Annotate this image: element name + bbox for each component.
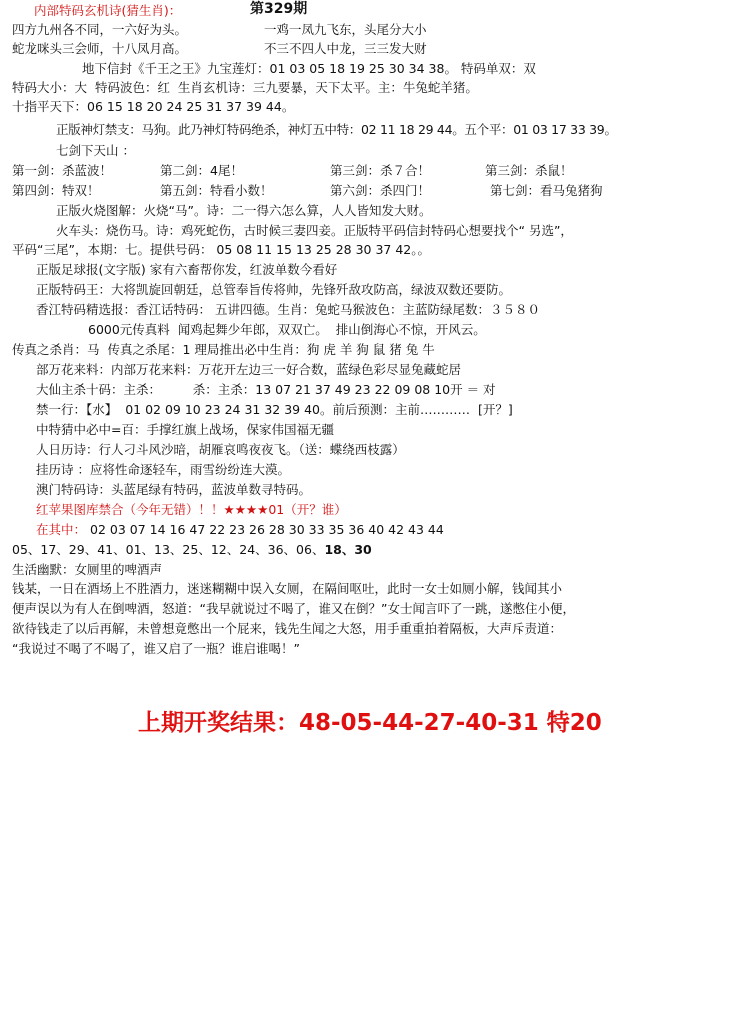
number-sequence-line bbox=[12, 541, 372, 558]
hongkong-pick-line: 香江特码精选报：香江话特码： 五讲四德。生肖：兔蛇马猴波色：主蓝防绿尾数：３５８０ bbox=[36, 302, 540, 317]
size-color-line: 特码大小：大 特码波色：红 生肖玄机诗：三九要暴，天下太平。主：牛兔蛇羊猪。 bbox=[12, 80, 478, 95]
sword-7: 第七剑：看马兔猪狗 bbox=[490, 183, 603, 198]
sword-3: 第三剑：杀７合！ bbox=[330, 163, 431, 178]
immortal-kill-line: 大仙主杀十码：主杀： 杀：主杀：13 07 21 37 49 23 22 09 08 10开 ＝ 对 bbox=[36, 382, 496, 397]
sword-5: 第五剑：特看小数！ bbox=[160, 183, 273, 198]
poem-line-2a: 蛇龙咪头三会师，十八凤月高。 bbox=[12, 41, 188, 56]
sword-3b: 第三剑：杀鼠！ bbox=[485, 163, 573, 178]
humor-line-3: 欲待钱走了以后再解，未曾想竟憋出一个屁来，钱先生闻之大怒，用手重重拍着隔板，大声斥责道： bbox=[12, 621, 563, 636]
macau-poem-line: 澳门特码诗：头蓝尾绿有特码，蓝波单数寻特码。 bbox=[36, 482, 312, 497]
among-numbers: 02 03 07 14 16 47 22 23 26 28 30 33 35 36 40 42 43 44 bbox=[86, 522, 444, 537]
last-draw-result: 上期开奖结果：48-05-44-27-40-31 特20 bbox=[138, 710, 602, 736]
calendar-poem-line: 人日历诗：行人刁斗风沙暗，胡雁哀鸣夜夜飞。（送：蝶绕西枝露） bbox=[36, 442, 405, 457]
fax-material-line: 6000元传真料 闻鸡起舞少年郎，双双亡。 排山倒海心不惊，开风云。 bbox=[88, 322, 486, 337]
humor-line-1: 钱某，一日在酒场上不胜酒力，迷迷糊糊中误入女厕，在隔间呕吐，此时一女士如厕小解，钱闻其小 bbox=[12, 581, 563, 596]
special-king-line: 正版特码王：大将凯旋回朝廷，总管奉旨传将帅，先锋歼敌攻防高，绿波双数还要防。 bbox=[36, 282, 512, 297]
ten-fingers-line: 十指平天下：06 15 18 20 24 25 31 37 39 44。 bbox=[12, 99, 295, 114]
sword-4: 第四剑：特双！ bbox=[12, 183, 100, 198]
humor-line-2: 便声误以为有人在倒啤酒，怒道：“我早就说过不喝了，谁又在倒？”女士闻言吓了一跳，遂憋住小便， bbox=[12, 601, 575, 616]
header-title: 内部特码玄机诗(猜生肖)： bbox=[34, 3, 182, 18]
number-sequence-bold: 18、30 bbox=[324, 542, 372, 557]
among-label: 在其中： bbox=[36, 522, 87, 537]
hit-line: 中特猜中必中=百：手撑红旗上战场，保家伟国福无疆 bbox=[36, 422, 334, 437]
train-head-line: 火车头：烧伤马。诗：鸡死蛇伤，古时候三妻四妾。正版特平码信封特码心想要找个“ 另选”， bbox=[56, 223, 573, 238]
envelope-line: 地下信封《千王之王》九宝莲灯：01 03 05 18 19 25 30 34 38。 特码单双：双 bbox=[82, 61, 536, 76]
poem-line-1a: 四方九州各不同，一六好为头。 bbox=[12, 22, 188, 37]
forbid-row-line: 禁一行：【水】 01 02 09 10 23 24 31 32 39 40。前后预测：主前………… [开？] bbox=[36, 402, 513, 417]
seven-swords-title: 七剑下天山 ： bbox=[56, 143, 135, 158]
number-sequence: 05、17、29、41、01、13、25、12、24、36、06、 bbox=[12, 542, 325, 557]
among-line bbox=[36, 521, 444, 538]
flat-tail-line: 平码“三尾”，本期：七。提供号码： 05 08 11 15 13 25 28 30 37 42。。 bbox=[12, 242, 430, 257]
poem-line-2b: 不三不四人中龙，三三发大财 bbox=[264, 41, 427, 56]
magic-lamp-line: 正版神灯禁支：马狗。此乃神灯特码绝杀，神灯五中特：02 11 18 29 44。五个平：01 03 17 33 39。 bbox=[56, 122, 617, 137]
sword-2: 第二剑：4尾！ bbox=[160, 163, 243, 178]
period-number: 第329期 bbox=[250, 1, 308, 17]
humor-line-4: “我说过不喝了不喝了，谁又启了一瓶？谁启谁喝！” bbox=[12, 641, 300, 656]
fax-kill-line: 传真之杀肖：马 传真之杀尾：1 理局推出必中生肖：狗 虎 羊 狗 鼠 猪 兔 牛 bbox=[12, 342, 435, 357]
fire-chart-line: 正版火烧图解：火烧“马”。诗：二一得六怎么算，人人皆知发大财。 bbox=[56, 203, 432, 218]
humor-title: 生活幽默：女厕里的啤酒声 bbox=[12, 562, 163, 577]
hanging-calendar-line: 挂历诗 ：应将性命逐轻车，雨雪纷纷连大漠。 bbox=[36, 462, 290, 477]
poem-line-1b: 一鸡一凤九飞东，头尾分大小 bbox=[264, 22, 427, 37]
sword-6: 第六剑：杀四门！ bbox=[330, 183, 431, 198]
football-news-line: 正版足球报(文字版) 家有六畜帮你发，红波单数今看好 bbox=[36, 262, 338, 277]
sword-1: 第一剑：杀蓝波！ bbox=[12, 163, 113, 178]
flower-material-line: 部万花来料：内部万花来料：万花开左边三一好合数，蓝绿色彩尽显兔藏蛇居 bbox=[36, 362, 462, 377]
red-apple-line: 红苹果图库禁合（今年无错）！！★★★★01（开？谁） bbox=[36, 502, 347, 517]
